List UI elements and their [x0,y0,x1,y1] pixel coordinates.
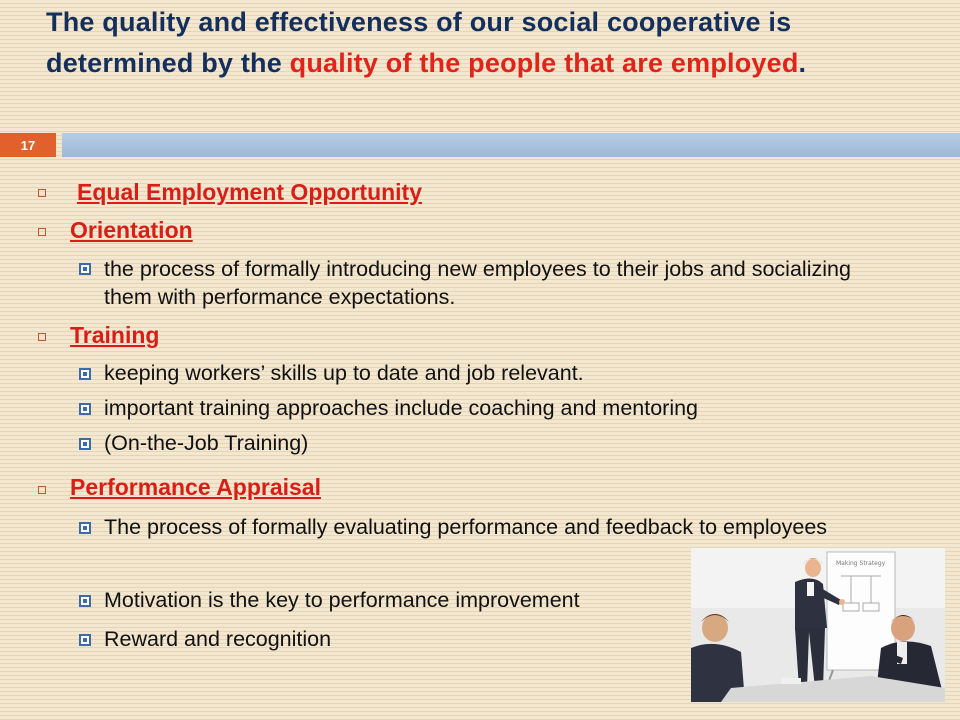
list-item: (On-the-Job Training) [104,431,309,455]
heading-equal-employment[interactable]: Equal Employment Opportunity [77,179,423,205]
bullet-icon [38,189,46,197]
list-item: Motivation is the key to performance improvement [104,588,580,612]
title-text: The quality and effectiveness of our social cooperative is determined by the [46,7,792,78]
heading-training[interactable]: Training [70,322,160,348]
meeting-illustration [691,548,945,702]
list-item: Reward and recognition [104,627,332,651]
slide-title [46,2,926,84]
sub-bullet-icon [79,438,91,450]
flipchart-title: Making Strategy [836,560,886,567]
list-item: the process of formally introducing new employees to their jobs and socializing them with performance expectations. [104,257,851,309]
sub-bullet-icon [79,263,91,275]
bullet-icon [38,333,46,341]
list-item: keeping workers’ skills up to date and job relevant. [104,361,584,385]
list-item: The process of formally evaluating performance and feedback to employees [104,515,828,539]
header-bar [62,133,960,157]
title-end: . [798,48,807,78]
list-item: important training approaches include coaching and mentoring [104,396,699,420]
heading-performance-appraisal[interactable]: Performance Appraisal [70,474,321,500]
sub-bullet-icon [79,634,91,646]
sub-bullet-icon [79,595,91,607]
sub-bullet-icon [79,403,91,415]
slide-number: 17 [0,133,56,157]
title-highlight: quality of the people that are employed [289,48,799,78]
heading-orientation[interactable]: Orientation [70,217,193,243]
bullet-icon [38,228,46,236]
sub-bullet-icon [79,522,91,534]
bullet-icon [38,486,46,494]
business-meeting-photo [691,548,945,702]
sub-bullet-icon [79,368,91,380]
